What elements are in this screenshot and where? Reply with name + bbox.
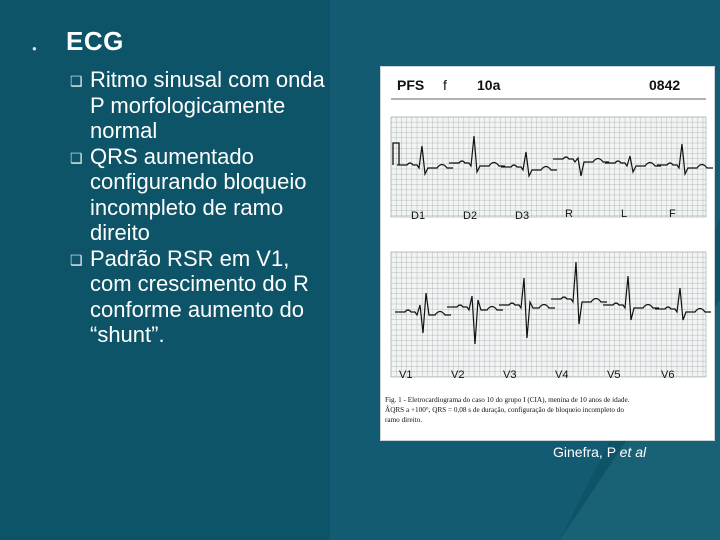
ecg-figure (381, 67, 714, 440)
slide-title: ECG (66, 26, 124, 56)
bullet-line: conforme aumento do (90, 296, 305, 322)
record-code: 0842 (649, 77, 681, 93)
patient-age: 10a (477, 77, 501, 93)
bullet-item (70, 67, 370, 144)
bullet-item (70, 246, 370, 348)
bullet-line: Ritmo sinusal com onda (90, 67, 325, 92)
title-bullet-dot: ● (32, 44, 37, 53)
bullet-line: direito (90, 220, 150, 245)
lead-label: D3 (515, 210, 530, 222)
bullet-icon: ❑ (70, 251, 83, 268)
caption-line: Fig. 1 - Eletrocardiograma do caso 10 do grupo I (CIA), menina de 10 anos de idade. (385, 396, 630, 404)
bullet-icon: ❑ (70, 73, 83, 89)
credit-et-al: et al (619, 444, 647, 460)
lead-label: L (621, 208, 628, 220)
lead-label: V6 (661, 369, 675, 381)
lead-label: D1 (411, 210, 426, 222)
bullet-line: configurando bloqueio (90, 169, 307, 194)
lead-label: V2 (451, 369, 465, 381)
source-credit (553, 444, 646, 460)
bullet-line: normal (90, 118, 158, 143)
credit-name: Ginefra, P (553, 444, 620, 460)
ecg-tracing-image (381, 67, 714, 440)
caption-line: ÂQRS a +100°, QRS = 0,08 s de duração, configuração de bloqueio incompleto do (385, 406, 624, 414)
bullet-line: “shunt”. (90, 322, 165, 347)
bullet-line: incompleto de ramo (90, 194, 284, 220)
figure-caption (385, 395, 711, 425)
lead-label: V4 (555, 369, 569, 381)
bullet-list (70, 67, 370, 348)
patient-sex: f (443, 77, 447, 93)
lead-label: D2 (463, 210, 478, 222)
bullet-line: Padrão RSR em V1, (90, 245, 290, 271)
caption-line: ramo direito. (385, 416, 423, 424)
bullet-line: QRS aumentado (90, 143, 254, 169)
bullet-item (70, 144, 370, 246)
bullet-icon: ❑ (70, 149, 83, 166)
bullet-line: com crescimento do R (90, 271, 309, 296)
lead-label: F (669, 208, 676, 220)
patient-initials: PFS (397, 77, 425, 93)
lead-label: V3 (503, 369, 517, 381)
lead-label: V1 (399, 369, 413, 381)
lead-label: V5 (607, 369, 621, 381)
bullet-line: P morfologicamente (90, 92, 286, 118)
lead-label: R (565, 208, 573, 220)
